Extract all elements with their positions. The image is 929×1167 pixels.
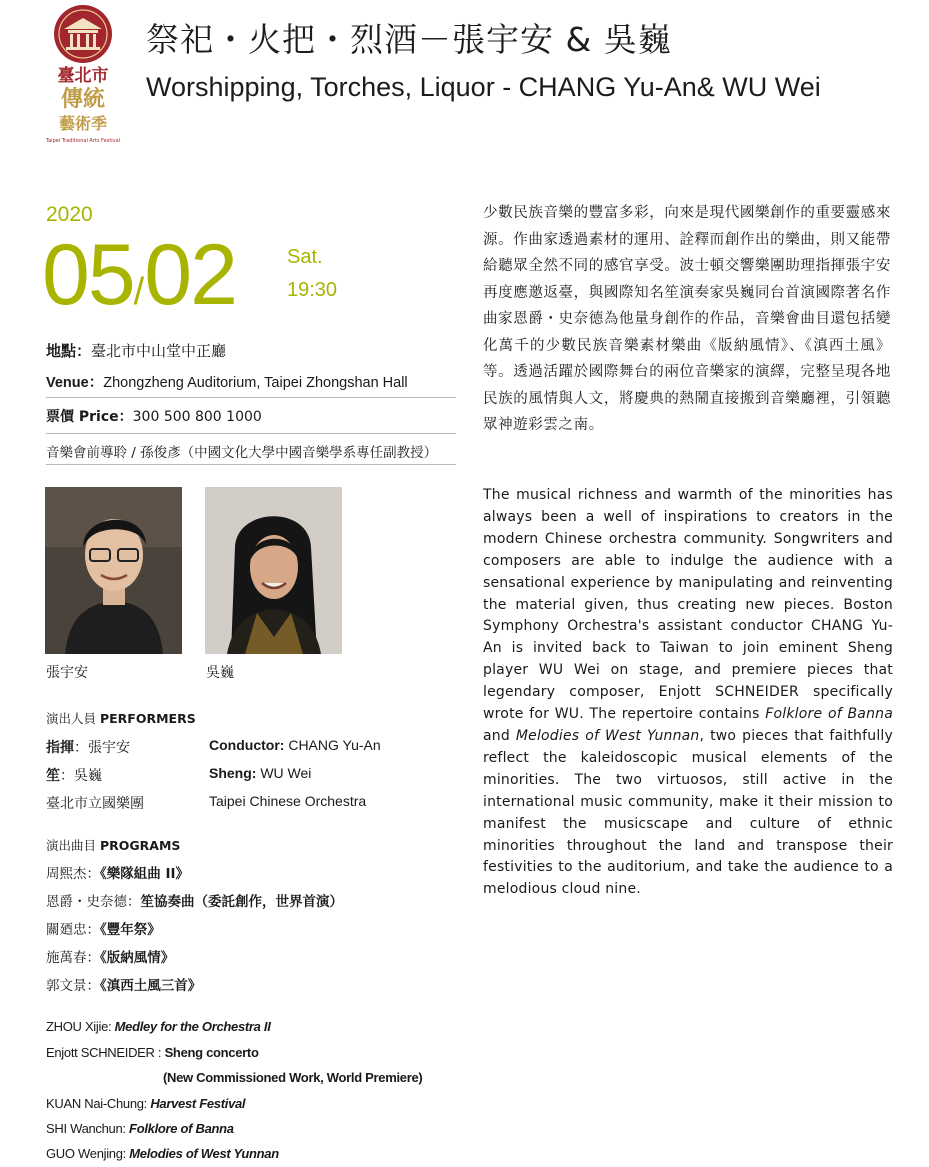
performer-row: [46, 793, 144, 813]
composer-name: 施萬春：: [46, 950, 100, 966]
programs-heading: [46, 836, 180, 854]
description-en-text: , two pieces that faithfully reflect the kaleidoscopic musical elements of the minorities. The two virtuosos, still active in the international music community, make it their mission to manifest the musicscape and culture of ethnic minorities throughout the land and transpose their festivities to the auditorium, and take the audience to a melodious cloud nine.: [483, 727, 893, 898]
price-value: 300 500 800 1000: [132, 409, 262, 425]
page-title-zh: 祭祀・火把・烈酒－張宇安 & 吳巍: [146, 20, 672, 59]
performer-name-en: Taipei Chinese Orchestra: [209, 793, 367, 809]
description-en-text: and: [483, 727, 516, 744]
venue-zh-value: 臺北市中山堂中正廳: [91, 342, 227, 360]
role-separator: ：: [74, 740, 88, 756]
program-item-zh: [46, 890, 343, 910]
italic-work-title: Melodies of West Yunnan: [515, 727, 700, 744]
conductor-photo: [45, 487, 182, 654]
program-item-en: [46, 1045, 259, 1060]
event-year: 2020: [46, 203, 93, 226]
person-portrait-icon: [45, 487, 182, 654]
composer-name-en: Enjott SCHNEIDER :: [46, 1045, 165, 1060]
photo-caption: 吳巍: [206, 665, 234, 681]
photo-caption: 張宇安: [46, 665, 88, 681]
work-title-en: Harvest Festival: [150, 1096, 246, 1111]
composer-name-en: ZHOU Xijie:: [46, 1019, 115, 1034]
performer-name: 吳巍: [74, 768, 102, 784]
page-title-en: Worshipping, Torches, Liquor - CHANG Yu-An& WU Wei: [146, 72, 821, 102]
performer-name-en: CHANG Yu-An: [284, 737, 381, 753]
work-title: 《滇西土風三首》: [100, 978, 202, 994]
role-label-en: Sheng:: [209, 765, 257, 781]
description-zh: 少數民族音樂的豐富多彩，向來是現代國樂創作的重要靈感來源。作曲家透過素材的運用、詮釋而創作出的樂曲，則又能帶給聽眾全然不同的感官享受。波士頓交響樂團助理指揮張宇安再度應邀返臺，與國際知名笙演奏家吳巍同台首演國際著名作曲家恩爵・史奈德為他量身創作的作品，音樂會曲目還包括變化萬千的少數民族音樂素材樂曲《版納風情》、《滇西土風》等。透過活躍於國際舞台的兩位音樂家的演繹，完整呈現各地民族的風情與人文，將慶典的熱鬧直接搬到音樂廳裡，引領聽眾神遊彩雲之南。: [483, 205, 891, 433]
logo-line-3: 藝術季: [58, 114, 107, 133]
performer-row-en: [209, 765, 311, 781]
festival-logo: [44, 4, 122, 154]
program-item-en: [46, 1146, 279, 1161]
composer-name: 恩爵・史奈德：: [46, 894, 141, 910]
programs-heading-zh: 演出曲目: [46, 838, 100, 853]
logo-line-1: 臺北市: [57, 66, 109, 86]
divider: [46, 464, 456, 465]
pre-concert-talk: 音樂會前導聆 / 孫俊彥（中國文化大學中國音樂學系專任副教授）: [46, 445, 438, 461]
work-title-en: Sheng concerto: [164, 1045, 259, 1060]
work-title-en: Folklore of Banna: [129, 1121, 234, 1136]
program-item-zh: [46, 918, 161, 938]
program-item-en: [46, 1121, 234, 1136]
venue-zh-label: 地點：: [46, 342, 92, 360]
programs-heading-en: PROGRAMS: [99, 838, 181, 853]
composer-name: 關廼忠：: [46, 922, 100, 938]
date-slash: /: [133, 271, 145, 313]
divider: [46, 397, 456, 398]
work-title: 《樂隊組曲 II》: [100, 866, 189, 882]
program-item-en: [46, 1019, 271, 1034]
description-en: [483, 485, 893, 901]
performers-heading-en: PERFORMERS: [99, 711, 196, 726]
venue-en: [46, 371, 408, 392]
program-item-en-note: [163, 1070, 422, 1085]
event-time: 19:30: [287, 279, 338, 301]
venue-zh: [46, 340, 226, 361]
composer-name: 郭文景：: [46, 978, 100, 994]
program-item-en: [46, 1096, 245, 1111]
performer-row: [46, 737, 130, 757]
sheng-player-photo: [205, 487, 342, 654]
ticket-price: [46, 406, 262, 426]
venue-en-value: Zhongzheng Auditorium, Taipei Zhongshan Hall: [103, 375, 408, 391]
composer-name: 周熙杰：: [46, 866, 100, 882]
price-label: 票價 Price：: [46, 409, 133, 425]
composer-name-en: SHI Wanchun:: [46, 1121, 130, 1136]
divider: [46, 433, 456, 434]
program-item-zh: [46, 862, 189, 882]
event-weekday: Sat.: [287, 246, 323, 268]
description-en-text: The musical richness and warmth of the minorities has always been a well of inspirations to creators in the modern Chinese orchestra community. Songwriters and composers are able to indulge the audience with a sensational experience by manipulating and reinventing the material given, thus creating new pieces. Boston Symphony Orchestra's assistant conductor CHANG Yu-An is invited back to Taiwan to join eminent Sheng player WU Wei on stage, and premiere pieces that legendary composer, Enjott SCHNEIDER specifically wrote for WU. The repertoire contains: [483, 487, 893, 723]
composer-name-en: GUO Wenjing:: [46, 1146, 130, 1161]
logo-tagline: Taipei Traditional Arts Festival: [45, 138, 121, 144]
work-title: 笙協奏曲（委託創作，世界首演）: [140, 894, 343, 910]
program-item-zh: [46, 946, 174, 966]
composer-name-en: KUAN Nai-Chung:: [46, 1096, 151, 1111]
work-title-en: Melodies of West Yunnan: [129, 1146, 279, 1161]
work-title-en: Medley for the Orchestra II: [114, 1019, 271, 1034]
work-title: 《豐年祭》: [100, 922, 161, 938]
role-label-en: Conductor:: [209, 737, 285, 753]
performer-row-en: [209, 793, 366, 809]
role-separator: ：: [60, 768, 74, 784]
work-title: 《版納風情》: [100, 950, 175, 966]
logo-line-2: 傳統: [60, 87, 105, 112]
work-note-en: (New Commissioned Work, World Premiere): [163, 1070, 423, 1085]
performers-heading: [46, 709, 196, 727]
performer-name: 臺北市立國樂團: [46, 796, 144, 812]
event-day: 02: [144, 227, 236, 323]
venue-en-label: Venue：: [46, 375, 104, 391]
performer-name-en: WU Wei: [256, 765, 312, 781]
person-portrait-icon: [205, 487, 342, 654]
performers-heading-zh: 演出人員: [46, 711, 100, 726]
event-month: 05: [42, 227, 134, 323]
program-item-zh: [46, 974, 201, 994]
event-date: [42, 227, 236, 335]
italic-work-title: Folklore of Banna: [765, 706, 894, 723]
performer-row-en: [209, 737, 381, 753]
performer-row: [46, 765, 102, 785]
role-label: 笙: [46, 768, 60, 784]
performer-name: 張宇安: [88, 740, 130, 756]
role-label: 指揮: [46, 740, 74, 756]
